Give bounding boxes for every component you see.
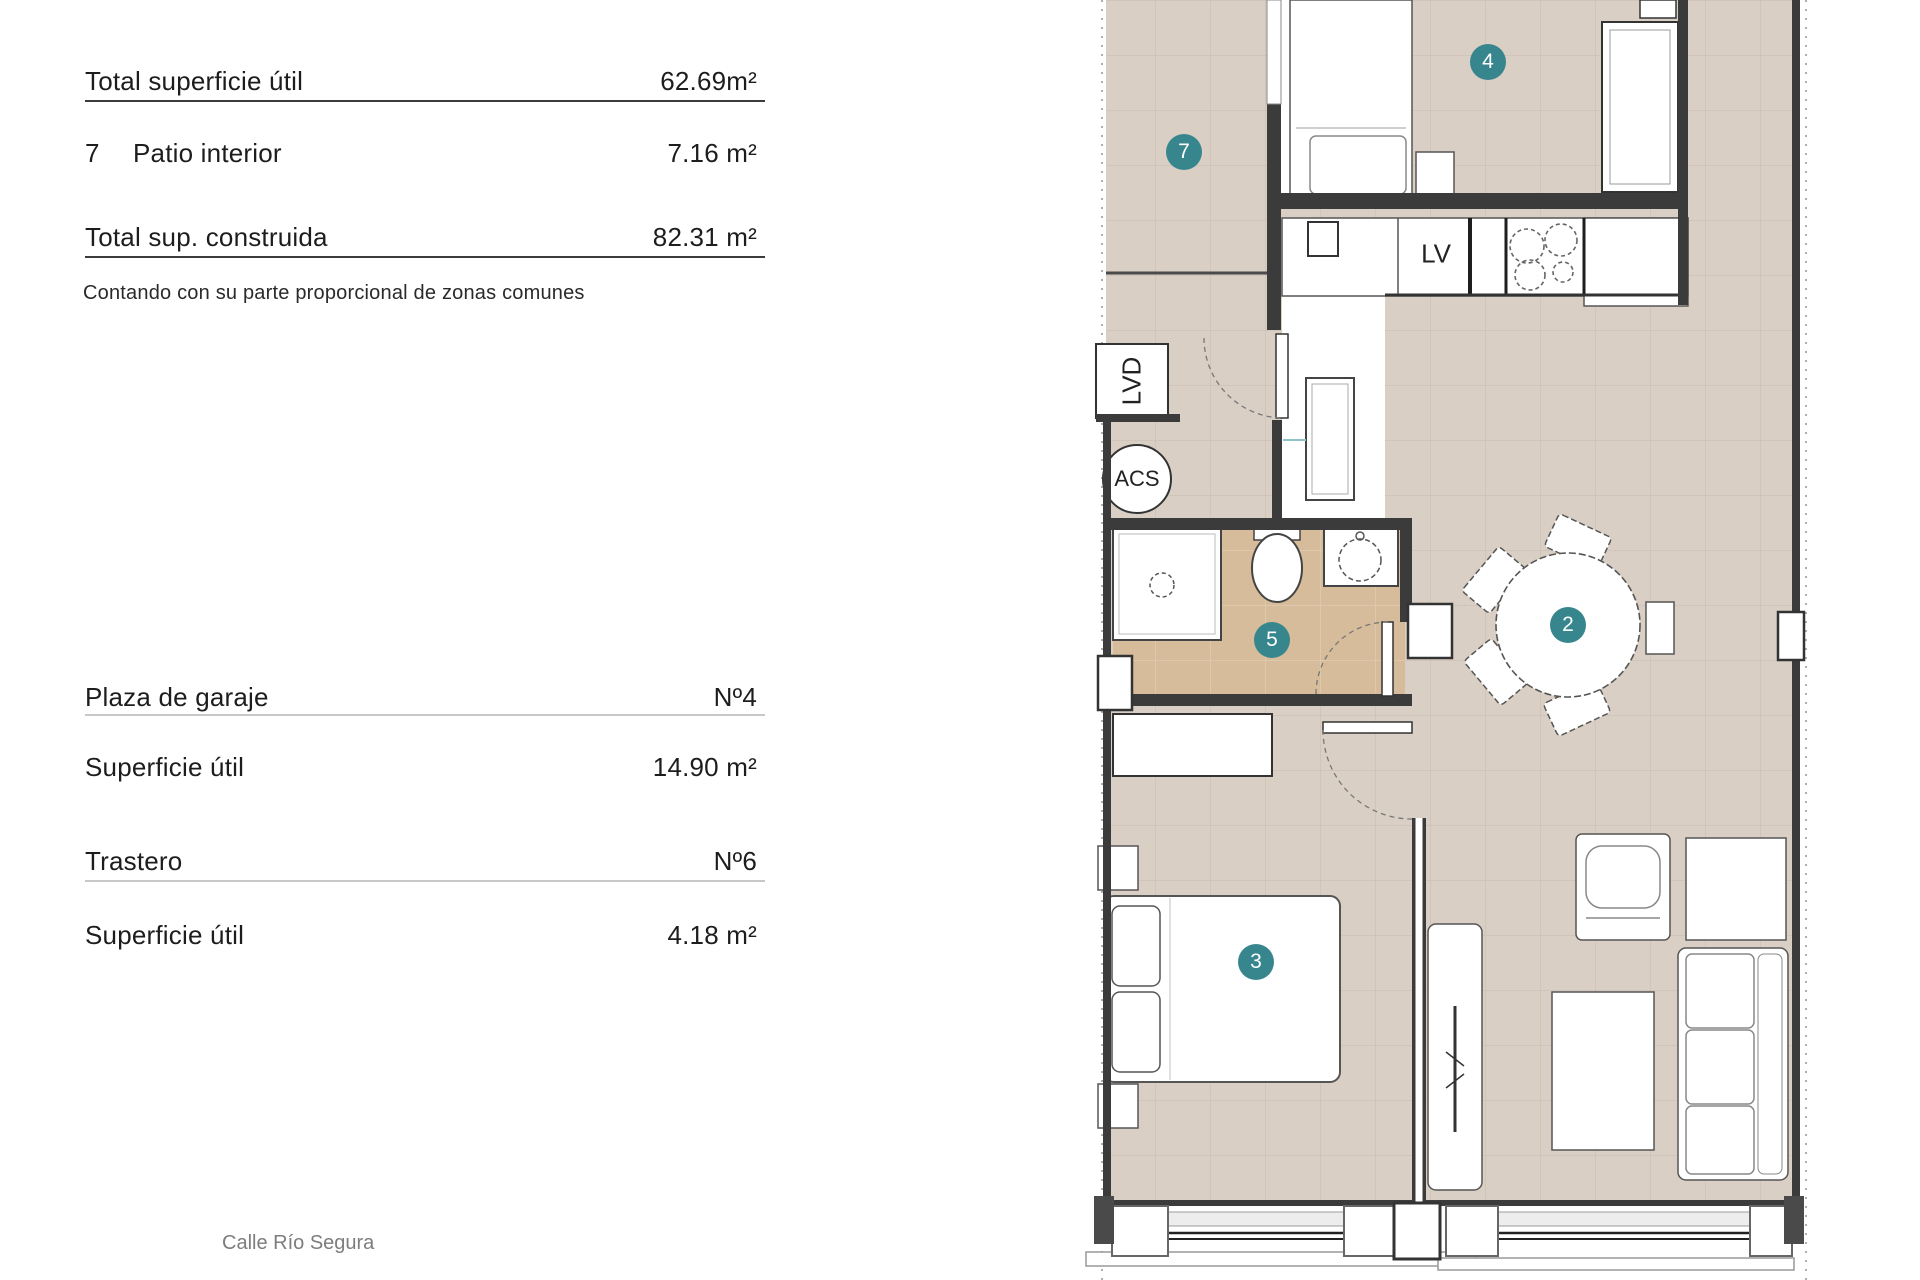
room-badge-4: 4 xyxy=(1470,44,1506,80)
armchair xyxy=(1576,834,1670,940)
tv-cabinet xyxy=(1428,924,1482,1190)
kitchen-sink xyxy=(1308,222,1338,256)
patio-number: 7 xyxy=(85,138,100,168)
bedroom4-wardrobe xyxy=(1602,0,1678,192)
dishwasher-label: LV xyxy=(1421,238,1451,269)
toilet xyxy=(1252,528,1302,602)
facade-windows xyxy=(1086,1196,1804,1270)
pillow xyxy=(1112,906,1160,986)
coffee-table xyxy=(1552,992,1654,1150)
label-trastero-superficie: Superficie útil xyxy=(85,920,245,950)
label-trastero: Trastero xyxy=(85,846,183,876)
label-patio-interior: Patio interior xyxy=(133,138,282,168)
water-heater-label: ACS xyxy=(1114,466,1160,491)
bedroom3-closet xyxy=(1113,714,1272,776)
value-plaza-garaje: Nº4 xyxy=(713,682,757,712)
side-table xyxy=(1686,838,1786,940)
label-garaje-superficie: Superficie útil xyxy=(85,752,245,782)
patio-window xyxy=(1267,0,1281,104)
pillow xyxy=(1112,992,1160,1072)
dining-chair-right xyxy=(1646,602,1674,654)
washbasin xyxy=(1324,528,1398,586)
label-plaza-garaje: Plaza de garaje xyxy=(85,682,269,712)
sofa xyxy=(1678,948,1788,1180)
value-patio-interior: 7.16 m² xyxy=(667,138,757,168)
room-badge-3: 3 xyxy=(1238,944,1274,980)
value-trastero-superficie: 4.18 m² xyxy=(667,920,757,950)
label-total-construida: Total sup. construida xyxy=(85,222,328,252)
room-badge-7: 7 xyxy=(1166,134,1202,170)
window-sill xyxy=(1438,1258,1794,1270)
label-total-superficie-util: Total superficie útil xyxy=(85,66,304,96)
bed xyxy=(1104,896,1340,1082)
room-badge-5: 5 xyxy=(1254,622,1290,658)
note-zonas-comunes: Contando con su parte proporcional de zonas comunes xyxy=(83,282,585,304)
value-total-superficie-util: 62.69m² xyxy=(660,66,757,96)
partition-wall xyxy=(1412,818,1426,1206)
street-label: Calle Río Segura xyxy=(222,1232,375,1254)
shower-tray xyxy=(1113,528,1221,640)
room-badge-2: 2 xyxy=(1550,607,1586,643)
value-garaje-superficie: 14.90 m² xyxy=(652,752,757,782)
value-trastero: Nº6 xyxy=(713,846,757,876)
value-total-construida: 82.31 m² xyxy=(652,222,757,252)
washing-machine-label: LVD xyxy=(1116,356,1147,406)
kitchen-counter xyxy=(1282,218,1688,306)
